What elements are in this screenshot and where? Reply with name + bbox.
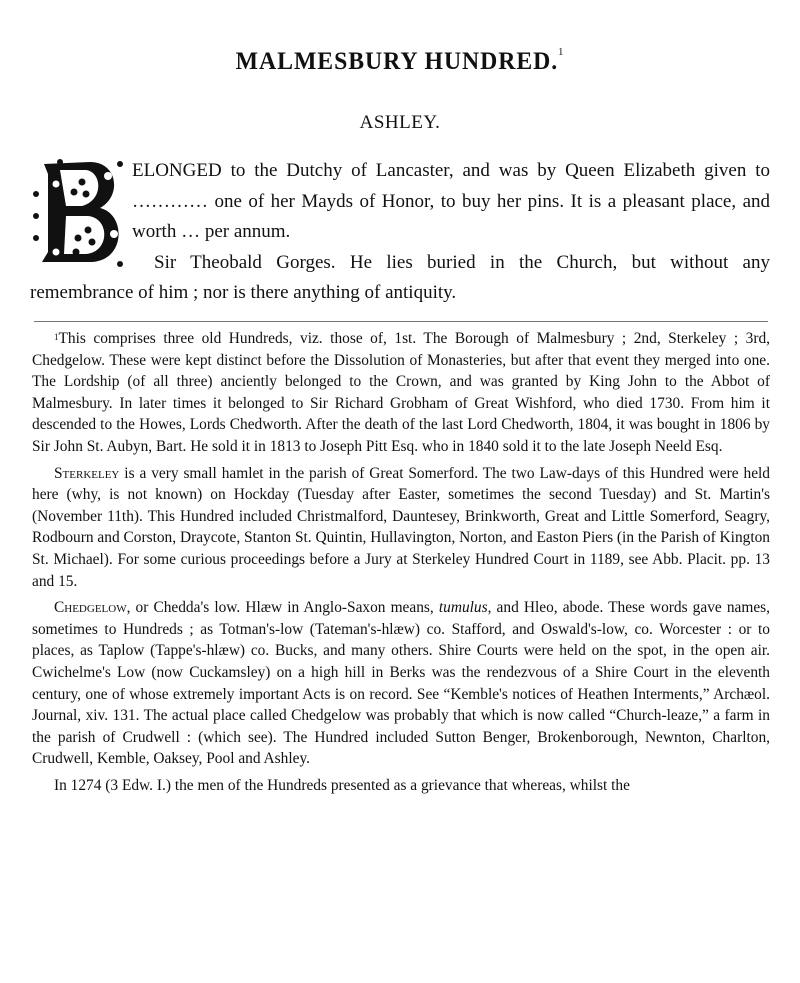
footnote-divider (34, 321, 768, 322)
chedgelow-lead: Chedgelow (54, 599, 127, 617)
main-text (30, 156, 770, 309)
footnote-text-3b: , and Hleo, abode. These words gave names, sometimes to Hundreds ; as Totman's-low (Tateman's-hlæw) co. Stafford, and Oswald's-low, co. Worcester : or to places, as Taplow (Tappe's-hlæw) co. Bucks, and many others. Shire Courts were held on the spot, in the open air. Cwichelme's Low (now Cuckamsley) on a high hill in Berks was the rendezvous of a Shire Court in the eleventh century, one of whose extremely important Acts is on record. See “Kemble's notices of Heathen Interments,” Archæol. Journal, xiv. 131. The actual place called Chedgelow was probably that which is now called “Church-leaze,” a farm in the parish of Crudwell : (which see). The Hundred included Sutton Benger, Brokenborough, Newnton, Charlton, Crudwell, Kemble, Oaksey, Pool and Ashley. (32, 599, 770, 768)
decorated-initial-b-icon (30, 156, 128, 268)
footnote-paragraph-1 (32, 328, 770, 458)
paragraph-ashley-2: Sir Theobald Gorges. He lies buried in the Church, but without any remembrance of him ; nor is there anything of antiquity. (30, 251, 770, 303)
title-footnote-marker: 1 (558, 46, 565, 58)
footnote-text-2: is a very small hamlet in the parish of Great Somerford. The two Law-days of this Hundred were held here (why, is not known) on Hockday (Tuesday after Easter, sometimes the second Tuesday) and St. Martin's (November 11th). This Hundred included Christmalford, Dauntesey, Brinkworth, Great and Little Somerford, Seagry, Rodbourn and Corston, Draycote, Stanton St. Quintin, Hullavington, Norton, and Easton Piers (in the Parish of Kington St. Michael). For some curious proceedings before a Jury at Sterkeley Hundred Court in 1189, see Abb. Placit. pp. 13 and 15. (32, 464, 770, 590)
footnote-text-3a: , or Chedda's low. Hlæw in Anglo-Saxon means, (126, 599, 439, 617)
sterkeley-lead: Sterkeley (54, 464, 120, 482)
footnote-text-3-italic: tumulus (438, 599, 488, 617)
footnote-paragraph-1274: In 1274 (3 Edw. I.) the men of the Hundreds presented as a grievance that whereas, whilst the (54, 776, 630, 794)
paragraph-ashley-1: ELONGED to the Dutchy of Lancaster, and was by Queen Elizabeth given to ………… one of her Mayds of Honor, to buy her pins. It is a pleasant place, and worth … per annum. (132, 160, 770, 242)
footnote-paragraph-chedgelow (32, 597, 770, 770)
footnote-paragraph-sterkeley (32, 463, 770, 593)
footnote-marker: 1 (54, 332, 59, 342)
page-title (20, 48, 780, 76)
title-text: MALMESBURY HUNDRED. (235, 48, 559, 75)
section-heading: ASHLEY. (359, 112, 441, 133)
footnotes (32, 328, 770, 796)
footnote-text-1: This comprises three old Hundreds, viz. those of, 1st. The Borough of Malmesbury ; 2nd, Sterkeley ; 3rd, Chedgelow. These were kept distinct before the Dissolution of Monasteries, but after that event they merged into one. The Lordship (of all three) anciently belonged to the Crown, and was granted by King John to the Abbot of Malmesbury. In later times it belonged to Sir Richard Grobham of Great Wishford, who died 1730. From him it descended to the Howes, Lords Chedworth. After the death of the last Lord Chedworth, 1804, it was bought in 1806 by Sir John St. Aubyn, Bart. He sold it in 1813 to Joseph Pitt Esq. who in 1840 sold it to the late Joseph Neeld Esq. (32, 330, 770, 455)
